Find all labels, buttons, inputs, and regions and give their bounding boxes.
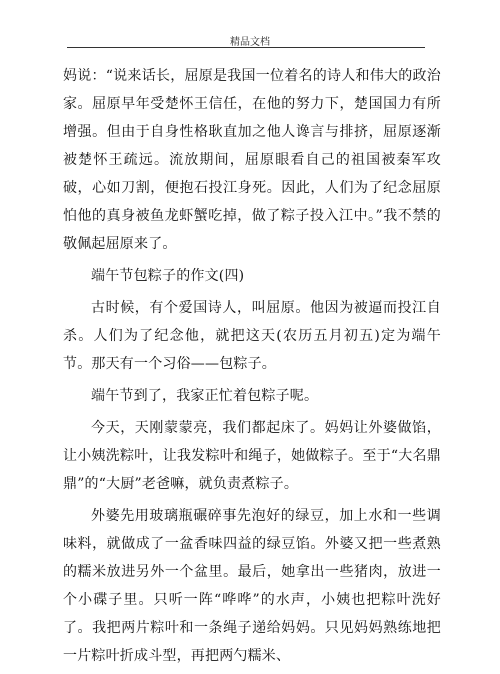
paragraph: 端午节到了，我家正忙着包粽子呢。 [91, 388, 319, 404]
paragraph: 外婆先用玻璃瓶碾碎事先泡好的绿豆，加上水和一些调味料，就做成了一盆香味四益的绿豆馅。外婆又把一些煮熟的糯米放进另外一个盆里。最后，她拿出一些猪肉，放进一个小碟子里。只听一阵“哗哗”的水声，小姨也把粽叶洗好了。我把两片粽叶和一条绳子递给妈妈。只见妈妈熟练地把一片粽叶折成斗型，再把两勺糯米、 [63, 508, 441, 664]
paragraph: 古时候，有个爱国诗人，叫屈原。他因为被逼而投江自杀。人们为了纪念他，就把这天(农历五月初五)定为端午节。那天有一个习俗——包粽子。 [63, 300, 441, 372]
paragraph: 今天，天刚蒙蒙亮，我们都起床了。妈妈让外婆做馅，让小姨洗粽叶，让我发粽叶和绳子，她做粽子。至于“大名鼎鼎”的“大厨”老爸嘛，就负责煮粽子。 [63, 420, 441, 492]
page-header: 精品文档 [230, 37, 270, 48]
section-heading: 端午节包粽子的作文(四) [91, 268, 245, 284]
document-body [63, 62, 441, 674]
paragraph: 妈说：“说来话长，屈原是我国一位着名的诗人和伟大的政治家。屈原早年受楚怀王信任，在他的努力下，楚国国力有所增强。但由于自身性格耿直加之他人谗言与排挤，屈原逐渐被楚怀王疏远。流放期间，屈原眼看自己的祖国被秦军攻破，心如刀割，便抱石投江身死。因此，人们为了纪念屈原怕他的真身被鱼龙虾蟹吃掉，做了粽子投入江中。”我不禁的敬佩起屈原来了。 [63, 68, 441, 252]
header-divider [67, 47, 425, 48]
